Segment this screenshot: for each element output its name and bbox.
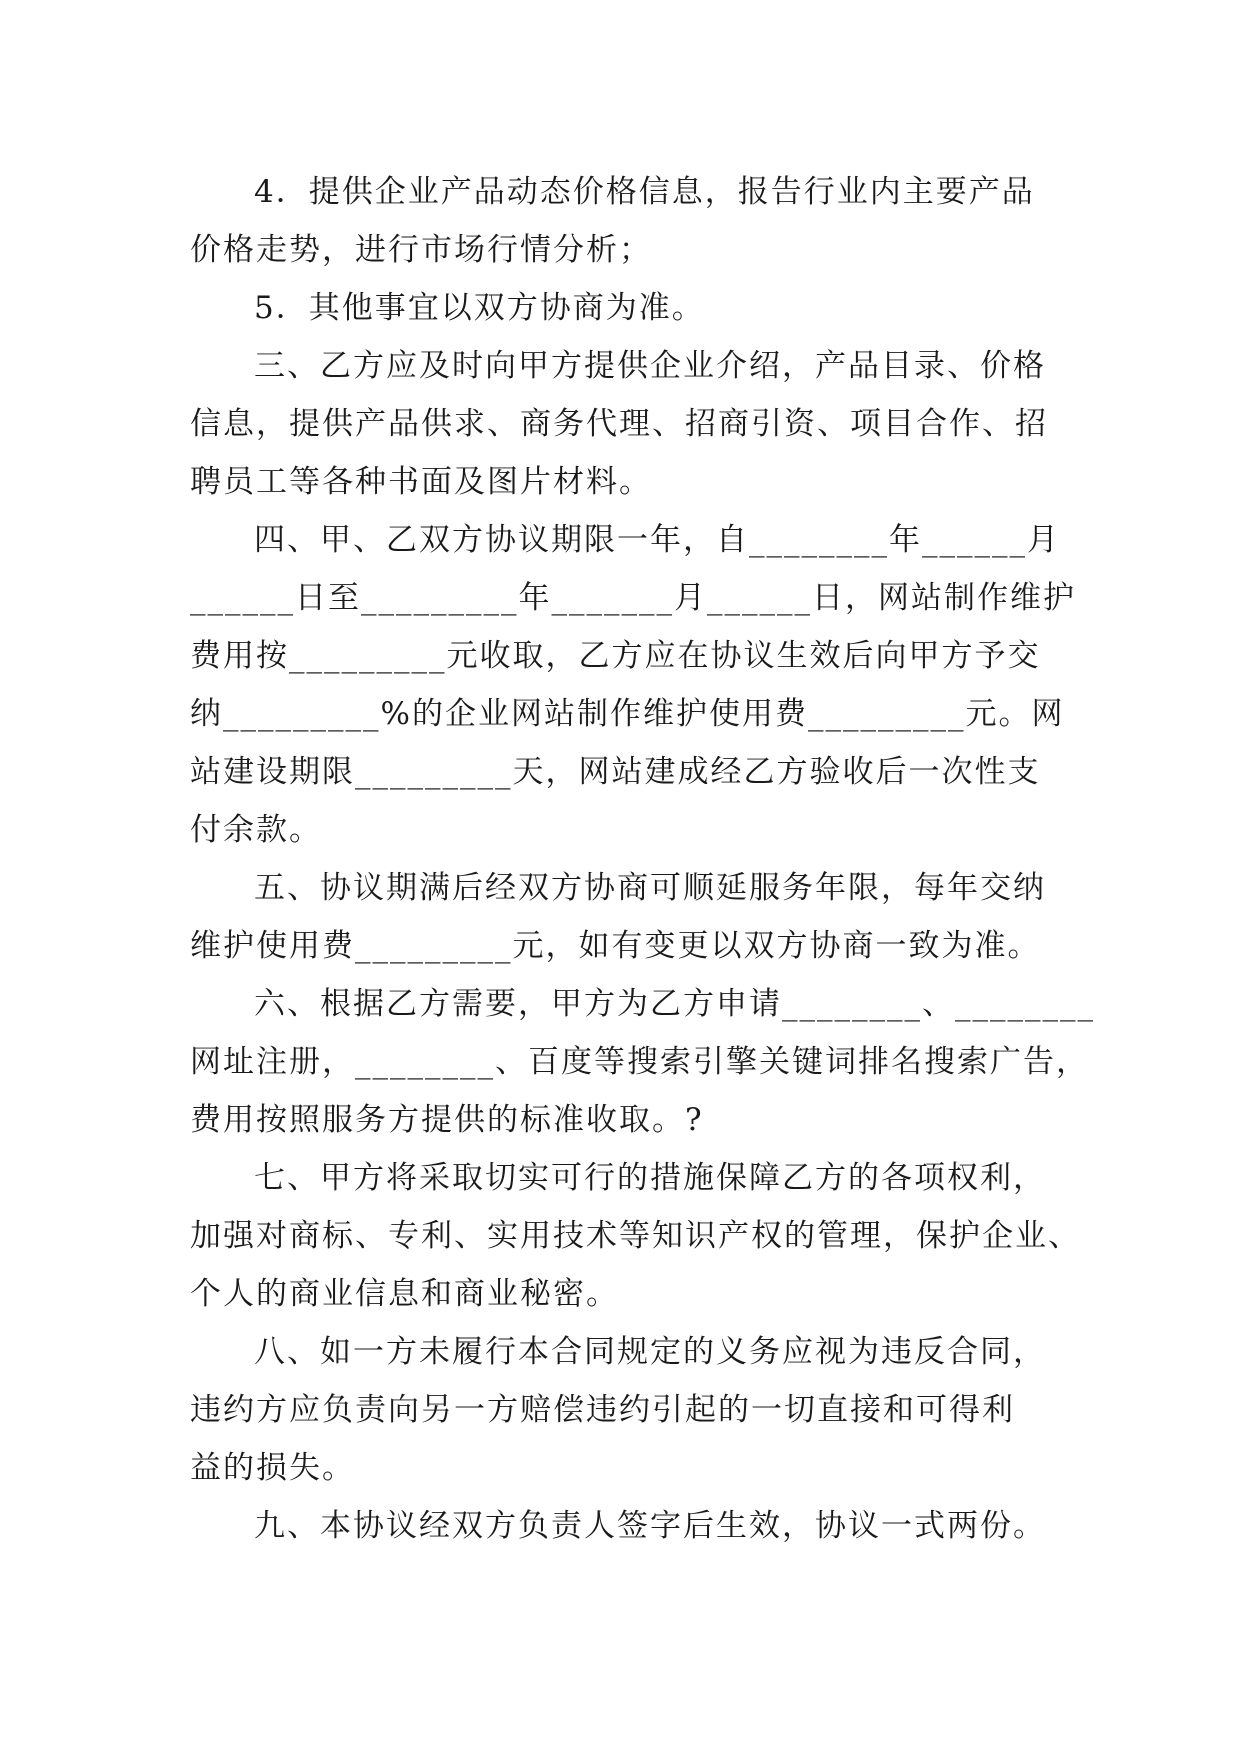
paragraph-item-4 (190, 163, 1070, 279)
paragraph-line: 三、乙方应及时向甲方提供企业介绍，产品目录、价格 (254, 348, 1046, 384)
paragraph-line: 5．其他事宜以双方协商为准。 (254, 290, 705, 326)
paragraph-clause-7 (190, 1149, 1081, 1323)
paragraph-line: 聘员工等各种书面及图片材料。 (190, 464, 652, 500)
paragraph-line: 六、根据乙方需要，甲方为乙方申请________、________ (254, 986, 1095, 1022)
paragraph-line: 五、协议期满后经双方协商可顺延服务年限，每年交纳 (254, 870, 1046, 906)
paragraph-clause-3 (190, 337, 1070, 511)
document-body (190, 163, 1095, 1555)
paragraph-clause-8 (190, 1323, 1070, 1497)
paragraph-line: 站建设期限_________天，网站建成经乙方验收后一次性支 (190, 754, 1041, 790)
paragraph-clause-4 (190, 511, 1076, 859)
paragraph-line: 七、甲方将采取切实可行的措施保障乙方的各项权利， (254, 1160, 1046, 1196)
paragraph-line: 四、甲、乙双方协议期限一年，自________年______月 (254, 522, 1060, 558)
paragraph-line: 4．提供企业产品动态价格信息，报告行业内主要产品 (254, 174, 1035, 210)
paragraph-line: 八、如一方未履行本合同规定的义务应视为违反合同， (254, 1334, 1046, 1370)
paragraph-line: 纳_________%的企业网站制作维护使用费_________元。网 (190, 696, 1065, 732)
paragraph-clause-5 (190, 859, 1070, 975)
paragraph-line: 网址注册，________、百度等搜索引擎关键词排名搜索广告， (190, 1044, 1089, 1080)
paragraph-line: 九、本协议经双方负责人签字后生效，协议一式两份。 (254, 1508, 1046, 1544)
paragraph-line: 加强对商标、专利、实用技术等知识产权的管理，保护企业、 (190, 1218, 1081, 1254)
paragraph-item-5 (190, 279, 1070, 337)
paragraph-clause-9 (190, 1497, 1070, 1555)
paragraph-line: 信息，提供产品供求、商务代理、招商引资、项目合作、招 (190, 406, 1048, 442)
paragraph-line: 费用按照服务方提供的标准收取。? (190, 1102, 704, 1138)
paragraph-line: 价格走势，进行市场行情分析； (190, 232, 652, 268)
paragraph-line: 个人的商业信息和商业秘密。 (190, 1276, 619, 1312)
paragraph-line: 费用按_________元收取，乙方应在协议生效后向甲方予交 (190, 638, 1041, 674)
paragraph-line: 违约方应负责向另一方赔偿违约引起的一切直接和可得利 (190, 1392, 1015, 1428)
paragraph-clause-6 (190, 975, 1095, 1149)
paragraph-line: ______日至_________年_______月______日，网站制作维护 (190, 580, 1076, 616)
paragraph-line: 维护使用费_________元，如有变更以双方协商一致为准。 (190, 928, 1041, 964)
paragraph-line: 益的损失。 (190, 1450, 355, 1486)
paragraph-line: 付余款。 (190, 812, 322, 848)
